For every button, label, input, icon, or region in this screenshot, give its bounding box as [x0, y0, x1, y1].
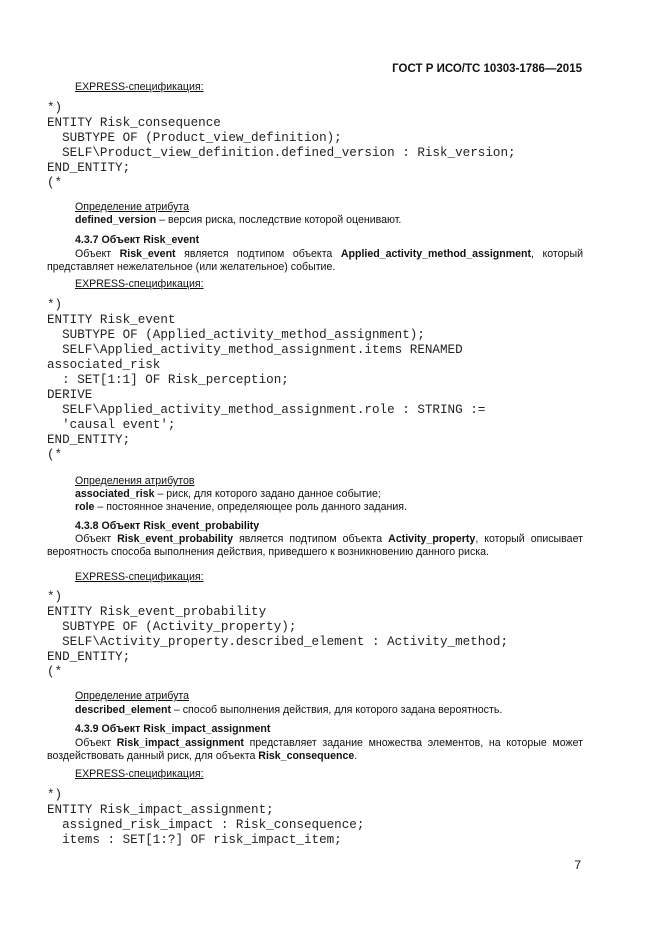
attribute-text: – версия риска, последствие которой оценивают.: [156, 214, 402, 226]
attribute-definition: [75, 488, 381, 501]
express-spec-label: EXPRESS-спецификация:: [75, 571, 204, 583]
text-run: , который представляет нежелательное (или желательное) событие.: [47, 248, 583, 273]
express-code-block: *) ENTITY Risk_event SUBTYPE OF (Applied_activity_method_assignment); SELF\Applied_activity_method_assignment.items RENAMED associated_risk : SET[1:1] OF Risk_perception; DERIVE SELF\Applied_activity_method_assignment.role : STRING := 'causal event'; END_ENTITY; (*: [47, 298, 486, 462]
text-run: является подтипом объекта: [233, 533, 389, 545]
entity-name: Risk_event_probability: [117, 533, 234, 545]
section-heading-4-3-9: 4.3.9 Объект Risk_impact_assignment: [75, 723, 271, 735]
text-run: представляет задание множества элементов, на которые может воздействовать данный риск, для объекта: [47, 737, 583, 762]
express-spec-label: EXPRESS-спецификация:: [75, 278, 204, 290]
attribute-definition-heading: Определение атрибута: [75, 690, 190, 702]
document-header: ГОСТ Р ИСО/ТС 10303-1786—2015: [392, 63, 582, 75]
section-paragraph: [47, 248, 583, 274]
text-run: является подтипом объекта: [175, 248, 341, 260]
section-heading-4-3-8: 4.3.8 Объект Risk_event_probability: [75, 520, 260, 532]
text-run: , который описывает вероятность способа выполнения действия, приведшего к возникновению данного риска.: [47, 533, 583, 558]
section-heading-4-3-7: 4.3.7 Объект Risk_event: [75, 234, 200, 246]
attribute-text: – постоянное значение, определяющее роль данного задания.: [94, 501, 407, 513]
text-run: Объект: [75, 248, 120, 260]
express-spec-label: EXPRESS-спецификация:: [75, 768, 204, 780]
attribute-text: – риск, для которого задано данное событие;: [154, 488, 381, 500]
attribute-text: – способ выполнения действия, для которого задана вероятность.: [170, 704, 503, 716]
attribute-definition-heading: Определение атрибута: [75, 201, 190, 213]
text-run: Объект: [75, 533, 118, 545]
section-paragraph: [47, 533, 583, 559]
text-run: Объект: [75, 737, 117, 749]
page-number: 7: [574, 858, 581, 872]
text-run: .: [354, 750, 358, 762]
entity-name: Risk_event: [119, 248, 176, 260]
attribute-definition-heading: Определения атрибутов: [75, 475, 195, 487]
entity-name: Risk_impact_assignment: [116, 737, 244, 749]
attribute-definition: [75, 704, 502, 717]
entity-name: Risk_consequence: [258, 750, 355, 762]
entity-name: Activity_property: [388, 533, 476, 545]
attribute-name: defined_version: [75, 214, 157, 226]
section-paragraph: [47, 737, 583, 763]
attribute-definition: [75, 214, 401, 227]
attribute-name: described_element: [75, 704, 171, 716]
attribute-name: role: [75, 501, 95, 513]
entity-name: Applied_activity_method_assignment: [340, 248, 532, 260]
attribute-name: associated_risk: [75, 488, 155, 500]
express-code-block: *) ENTITY Risk_consequence SUBTYPE OF (Product_view_definition); SELF\Product_view_definition.defined_version : Risk_version; END_ENTITY; (*: [47, 101, 516, 190]
attribute-definition: [75, 501, 407, 514]
express-code-block: *) ENTITY Risk_impact_assignment; assigned_risk_impact : Risk_consequence; items : SET[1:?] OF risk_impact_item;: [47, 788, 365, 847]
express-code-block: *) ENTITY Risk_event_probability SUBTYPE OF (Activity_property); SELF\Activity_property.described_element : Activity_method; END_ENTITY; (*: [47, 590, 509, 679]
express-spec-label: EXPRESS-спецификация:: [75, 81, 204, 93]
